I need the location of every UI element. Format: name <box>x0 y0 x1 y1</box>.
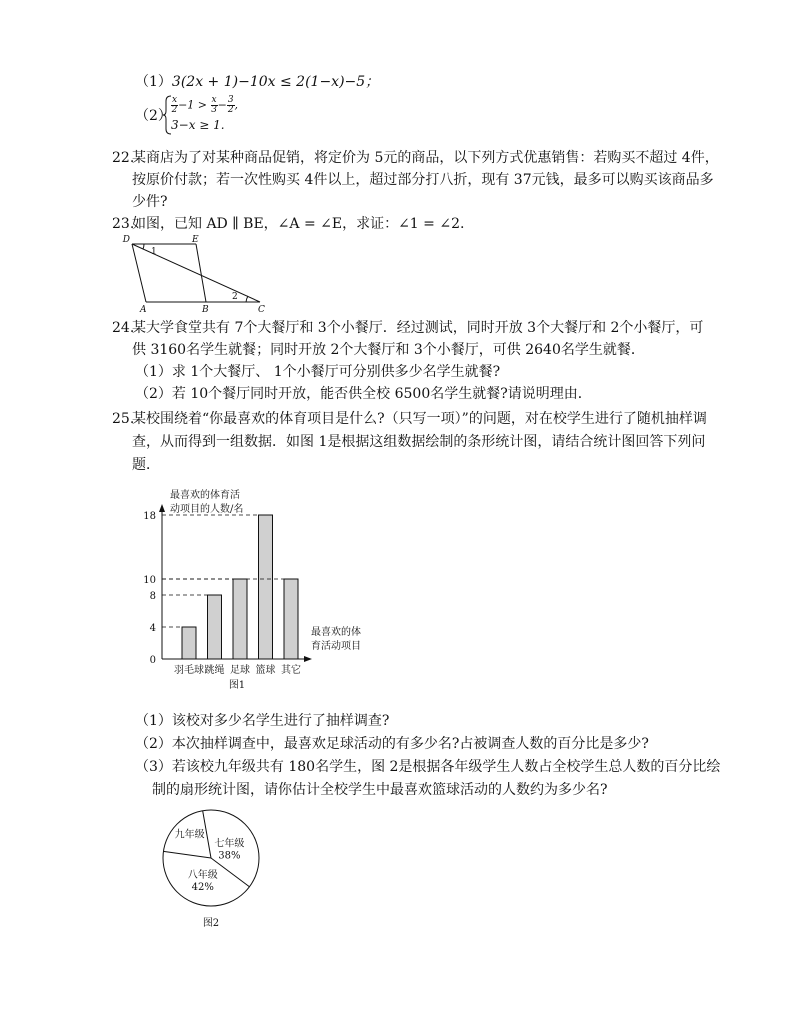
q23-figure <box>118 234 268 314</box>
x-axis-label-line1: 最喜欢的体 <box>311 627 361 638</box>
label-B: B <box>202 305 209 314</box>
x-tick-label: 篮球 <box>255 665 276 676</box>
q21-mid: −1 > <box>178 98 208 112</box>
chart2-caption: 图2 <box>202 918 220 929</box>
q21-frac3: $\frac{3}{2}$ <box>227 95 234 115</box>
q21-item2-line2: 3−x ≥ 1. <box>171 118 225 132</box>
bar <box>284 579 298 659</box>
q21-frac2: $\frac{x}{3}$ <box>211 95 217 115</box>
label-angle-1: 1 <box>151 247 157 257</box>
q24-line1: 某大学食堂共有 7个大餐厅和 3个小餐厅．经过测试，同时开放 3个大餐厅和 2个小餐厅，可 <box>132 320 704 336</box>
q24-sub2: （2）若 10个餐厅同时开放，能否供全校 6500名学生就餐?请说明理由． <box>135 386 592 402</box>
pie-slice-label: 七年级 <box>214 838 245 850</box>
y-tick-label: 8 <box>149 591 156 602</box>
q21-item1-label: （1） <box>135 74 172 90</box>
bar <box>182 627 196 659</box>
label-C: C <box>258 305 265 314</box>
pie-slice-label: 八年级 <box>187 869 218 881</box>
label-angle-2: 2 <box>232 292 238 302</box>
y-axis-label-line1: 最喜欢的体育活 <box>170 490 240 501</box>
q24-number: 24. <box>112 320 135 336</box>
pie-slice-value: 42% <box>191 881 214 893</box>
q21-item2-label: （2） <box>135 108 172 124</box>
pie-slice-label: 九年级 <box>174 829 205 841</box>
q22-line3: 少件? <box>132 194 168 210</box>
segment-DA <box>132 244 146 302</box>
bar <box>259 515 273 659</box>
q23-text: 如图，已知 AD ∥ BE，∠A = ∠E，求证：∠1 = ∠2. <box>132 216 465 232</box>
q22-number: 22. <box>112 150 135 166</box>
x-axis-label-line2: 育活动项目 <box>311 641 361 652</box>
chart1-caption: 图1 <box>228 680 246 691</box>
x-tick-label: 羽毛球 <box>174 665 204 676</box>
q21-end: , <box>234 98 239 112</box>
q25-sub2: （2）本次抽样调查中，最喜欢足球活动的有多少名?占被调查人数的百分比是多少? <box>135 736 649 752</box>
q21-item1-expr: 3(2x + 1)−10x ≤ 2(1−x)−5； <box>171 74 380 90</box>
label-D: D <box>122 235 130 245</box>
x-tick-label: 跳绳 <box>204 665 225 676</box>
q21-minus: − <box>217 98 227 112</box>
y-tick-label: 10 <box>143 575 156 586</box>
label-E: E <box>192 235 199 245</box>
angle-1-arc <box>143 244 144 249</box>
label-A: A <box>140 305 147 314</box>
pie-chart <box>148 808 278 933</box>
x-axis-arrow <box>304 656 312 662</box>
y-axis-arrow <box>159 504 165 512</box>
bar <box>208 595 222 659</box>
segment-EB <box>196 244 206 302</box>
q25-line1: 某校围绕着“你最喜欢的体育项目是什么?（只写一项）”的问题，对在校学生进行了随机抽样调 <box>132 411 707 427</box>
q21-item1 <box>135 72 379 92</box>
x-tick-label: 足球 <box>230 665 250 676</box>
y-tick-label: 18 <box>143 511 156 522</box>
q25-sub3-line2: 制的扇形统计图，请你估计全校学生中最喜欢篮球活动的人数约为多少名? <box>152 782 608 798</box>
q22-line2: 按原价付款；若一次性购买 4件以上，超过部分打八折，现有 37元钱，最多可以购买该商品多 <box>132 172 714 188</box>
x-tick-label: 其它 <box>281 665 301 676</box>
q24-sub1: （1）求 1个大餐厅、 1个小餐厅可分别供多少名学生就餐? <box>135 364 501 380</box>
pie-slice-value: 38% <box>218 850 241 862</box>
q25-sub3-line1: （3）若该校九年级共有 180名学生，图 2是根据各年级学生人数占全校学生总人数的百分比绘 <box>135 759 721 775</box>
bar-chart <box>140 478 400 698</box>
y-tick-label: 0 <box>149 655 156 666</box>
q23-number: 23. <box>112 216 135 232</box>
y-tick-label: 4 <box>149 623 156 634</box>
angle-2-arc <box>246 296 248 302</box>
q25-line3: 题． <box>132 457 160 473</box>
q24-line2: 供 3160名学生就餐；同时开放 2个大餐厅和 3个小餐厅，可供 2640名学生就餐． <box>132 342 645 358</box>
q21-item2-line1 <box>171 96 238 115</box>
q25-sub1: （1）该校对多少名学生进行了抽样调查? <box>135 713 390 729</box>
y-axis-label-line2: 动项目的人数/名 <box>170 504 244 515</box>
q22-line1: 某商店为了对某种商品促销，将定价为 5元的商品，以下列方式优惠销售：若购买不超过 4件， <box>132 150 719 166</box>
q21-frac1: $\frac{x}{2}$ <box>171 95 178 115</box>
bar <box>233 579 247 659</box>
q25-line2: 查，从而得到一组数据．如图 1是根据这组数据绘制的条形统计图，请结合统计图回答下列问 <box>132 434 706 450</box>
q25-number: 25. <box>112 411 135 427</box>
